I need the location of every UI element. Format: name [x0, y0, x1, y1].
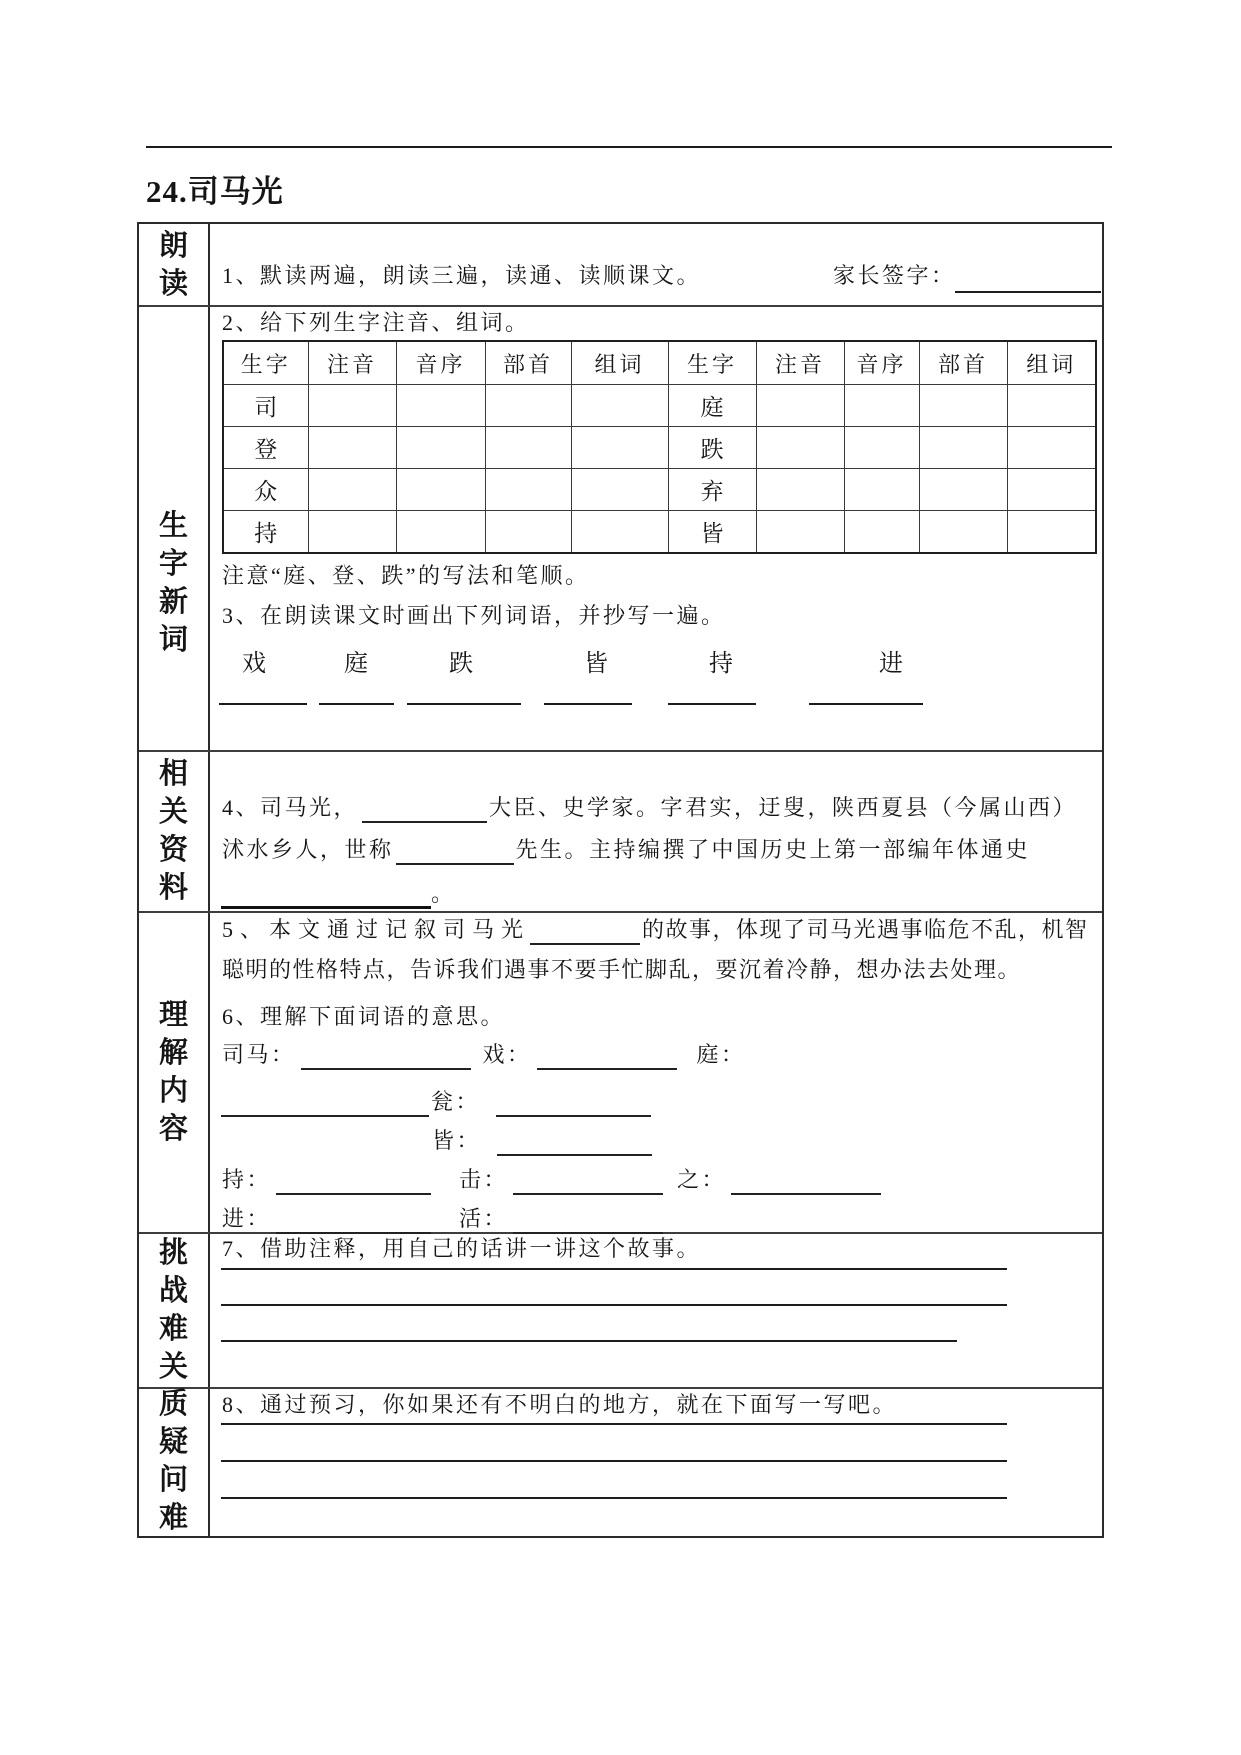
item7-text: 7、借助注释，用自己的话讲一讲这个故事。	[222, 1236, 702, 1261]
terms-line-3	[432, 1126, 652, 1156]
term-jie: 皆：	[432, 1128, 482, 1153]
pinyin-row	[223, 469, 1096, 511]
word-item: 庭	[344, 651, 368, 677]
empty-cell	[919, 511, 1007, 554]
fill-in-blank	[496, 1091, 651, 1117]
parent-signature-blank	[955, 269, 1101, 293]
char-cell: 庭	[668, 385, 756, 427]
copy-blank	[809, 689, 923, 705]
header-rule	[146, 146, 1112, 148]
empty-cell	[485, 427, 571, 469]
answer-line	[221, 1282, 1007, 1306]
word-item: 皆	[584, 651, 608, 677]
char-cell: 登	[223, 427, 308, 469]
terms-line-5	[222, 1204, 663, 1234]
empty-cell	[1007, 469, 1096, 511]
task3-text: 3、在朗读课文时画出下列词语，并抄写一遍。	[222, 603, 726, 628]
pinyin-table	[222, 340, 1097, 554]
terms-line-1	[222, 1040, 746, 1070]
section-label-questions	[139, 1387, 208, 1535]
empty-cell	[485, 511, 571, 554]
empty-cell	[485, 469, 571, 511]
empty-cell	[919, 385, 1007, 427]
item5-post-text: 的故事，体现了司马光遇事临危不乱，机智	[642, 917, 1089, 942]
pinyin-row	[223, 385, 1096, 427]
section-label-comprehension	[139, 911, 208, 1232]
term-ting: 庭：	[696, 1042, 746, 1067]
parent-signature-label: 家长签字：	[833, 263, 956, 288]
fill-in-blank	[276, 1208, 431, 1234]
answer-line	[221, 1475, 1007, 1499]
empty-cell	[844, 385, 919, 427]
empty-cell	[485, 385, 571, 427]
col-header: 音序	[396, 341, 485, 385]
fill-in-blank	[731, 1169, 881, 1195]
fill-in-blank	[221, 880, 431, 909]
empty-cell	[396, 385, 485, 427]
empty-cell	[308, 427, 396, 469]
pinyin-table-wrap	[222, 340, 1097, 554]
fill-in-blank	[497, 1130, 652, 1156]
fill-in-blank	[537, 1044, 677, 1070]
answer-line	[221, 1401, 1007, 1425]
col-header: 部首	[919, 341, 1007, 385]
empty-cell	[1007, 385, 1096, 427]
col-header: 部首	[485, 341, 571, 385]
col-header: 音序	[844, 341, 919, 385]
section-label-challenge	[139, 1232, 208, 1387]
section-label-reference	[139, 750, 208, 911]
fill-in-blank	[396, 839, 514, 865]
period-text: 。	[431, 881, 456, 906]
row-divider-5	[139, 1387, 1102, 1389]
item4-line3	[221, 879, 456, 909]
item5-pre-text: 5、本文通过记叙司马光	[222, 917, 531, 942]
char-cell: 众	[223, 469, 308, 511]
copy-blank	[668, 689, 756, 705]
empty-cell	[756, 511, 844, 554]
answer-line	[221, 1318, 957, 1342]
empty-cell	[308, 469, 396, 511]
section-label-reading	[139, 224, 208, 305]
copy-blank	[407, 689, 521, 705]
char-cell: 司	[223, 385, 308, 427]
task2-text: 2、给下列生字注音、组词。	[222, 310, 530, 335]
section-label-vocab	[139, 305, 208, 750]
term-xi: 戏：	[482, 1042, 532, 1067]
term-weng: 瓮：	[431, 1089, 481, 1114]
empty-cell	[756, 385, 844, 427]
item4-line1	[222, 793, 1077, 823]
section-label-text: 相关资料	[158, 757, 188, 904]
char-cell: 持	[223, 511, 308, 554]
empty-cell	[308, 385, 396, 427]
item4-line2-pre-text: 沭水乡人，世称	[222, 837, 394, 862]
term-chi: 持：	[222, 1167, 272, 1192]
fill-in-blank	[513, 1169, 663, 1195]
label-column-divider	[208, 224, 210, 1536]
section-label-text: 生字新词	[158, 509, 188, 656]
fill-in-blank	[276, 1169, 431, 1195]
empty-cell	[396, 511, 485, 554]
empty-cell	[571, 427, 668, 469]
term-huo: 活：	[459, 1206, 509, 1231]
row-divider-1	[139, 305, 1102, 307]
pinyin-row	[223, 511, 1096, 554]
item8-text: 8、通过预习，你如果还有不明白的地方，就在下面写一写吧。	[222, 1392, 898, 1417]
empty-cell	[396, 469, 485, 511]
char-cell: 弃	[668, 469, 756, 511]
term-ji: 击：	[459, 1167, 509, 1192]
col-header: 注音	[756, 341, 844, 385]
empty-cell	[756, 469, 844, 511]
empty-cell	[571, 469, 668, 511]
empty-cell	[571, 511, 668, 554]
worksheet-table	[137, 222, 1104, 1538]
item4-line2-post-text: 先生。主持编撰了中国历史上第一部编年体通史	[515, 837, 1031, 862]
terms-line-4	[222, 1165, 881, 1195]
item4-mid-text: 大臣、史学家。字君实，迂叟，陕西夏县（今属山西）	[489, 795, 1078, 820]
fill-in-blank	[530, 919, 640, 945]
empty-cell	[844, 469, 919, 511]
empty-cell	[1007, 511, 1096, 554]
row-divider-3	[139, 911, 1102, 913]
word-item: 跌	[449, 651, 473, 677]
word-item: 进	[879, 651, 903, 677]
empty-cell	[919, 427, 1007, 469]
term-sima: 司马：	[222, 1042, 296, 1067]
col-header: 组词	[1007, 341, 1096, 385]
col-header: 生字	[223, 341, 308, 385]
pinyin-row	[223, 427, 1096, 469]
empty-cell	[396, 427, 485, 469]
fill-in-blank	[362, 797, 487, 823]
item5-line1	[222, 915, 1089, 945]
empty-cell	[919, 469, 1007, 511]
section-label-text: 理解内容	[158, 998, 188, 1145]
fill-in-blank	[221, 1091, 429, 1117]
col-header: 生字	[668, 341, 756, 385]
empty-cell	[571, 385, 668, 427]
section-label-text: 质疑问难	[158, 1388, 188, 1534]
pinyin-header-row	[223, 341, 1096, 385]
term-zhi: 之：	[677, 1167, 727, 1192]
task1-text: 1、默读两遍，朗读三遍，读通、读顺课文。	[222, 263, 702, 288]
empty-cell	[756, 427, 844, 469]
item6-text: 6、理解下面词语的意思。	[222, 1004, 506, 1029]
col-header: 注音	[308, 341, 396, 385]
fill-in-blank	[513, 1208, 663, 1234]
empty-cell	[844, 427, 919, 469]
char-cell: 皆	[668, 511, 756, 554]
word-item: 戏	[242, 651, 266, 677]
copy-blank	[219, 689, 307, 705]
answer-line	[221, 1438, 1007, 1462]
item4-pre-text: 4、司马光，	[222, 795, 359, 820]
copy-blank	[544, 689, 632, 705]
item4-line2	[222, 835, 1030, 865]
answer-line	[221, 1246, 1007, 1270]
copy-blank	[319, 689, 394, 705]
term-jin: 进：	[222, 1206, 272, 1231]
terms-line-2	[221, 1087, 651, 1117]
row-divider-2	[139, 750, 1102, 752]
empty-cell	[308, 511, 396, 554]
section-label-text: 朗读	[158, 229, 188, 300]
section-label-text: 挑战难关	[158, 1236, 188, 1383]
empty-cell	[844, 511, 919, 554]
page-title: 24.司马光	[146, 174, 284, 209]
item5-line2: 聪明的性格特点，告诉我们遇事不要手忙脚乱，要沉着冷静，想办法去处理。	[222, 957, 1022, 982]
fill-in-blank	[301, 1044, 471, 1070]
stroke-note-text: 注意“庭、登、跌”的写法和笔顺。	[222, 563, 590, 588]
char-cell: 跌	[668, 427, 756, 469]
empty-cell	[1007, 427, 1096, 469]
word-item: 持	[709, 651, 733, 677]
col-header: 组词	[571, 341, 668, 385]
